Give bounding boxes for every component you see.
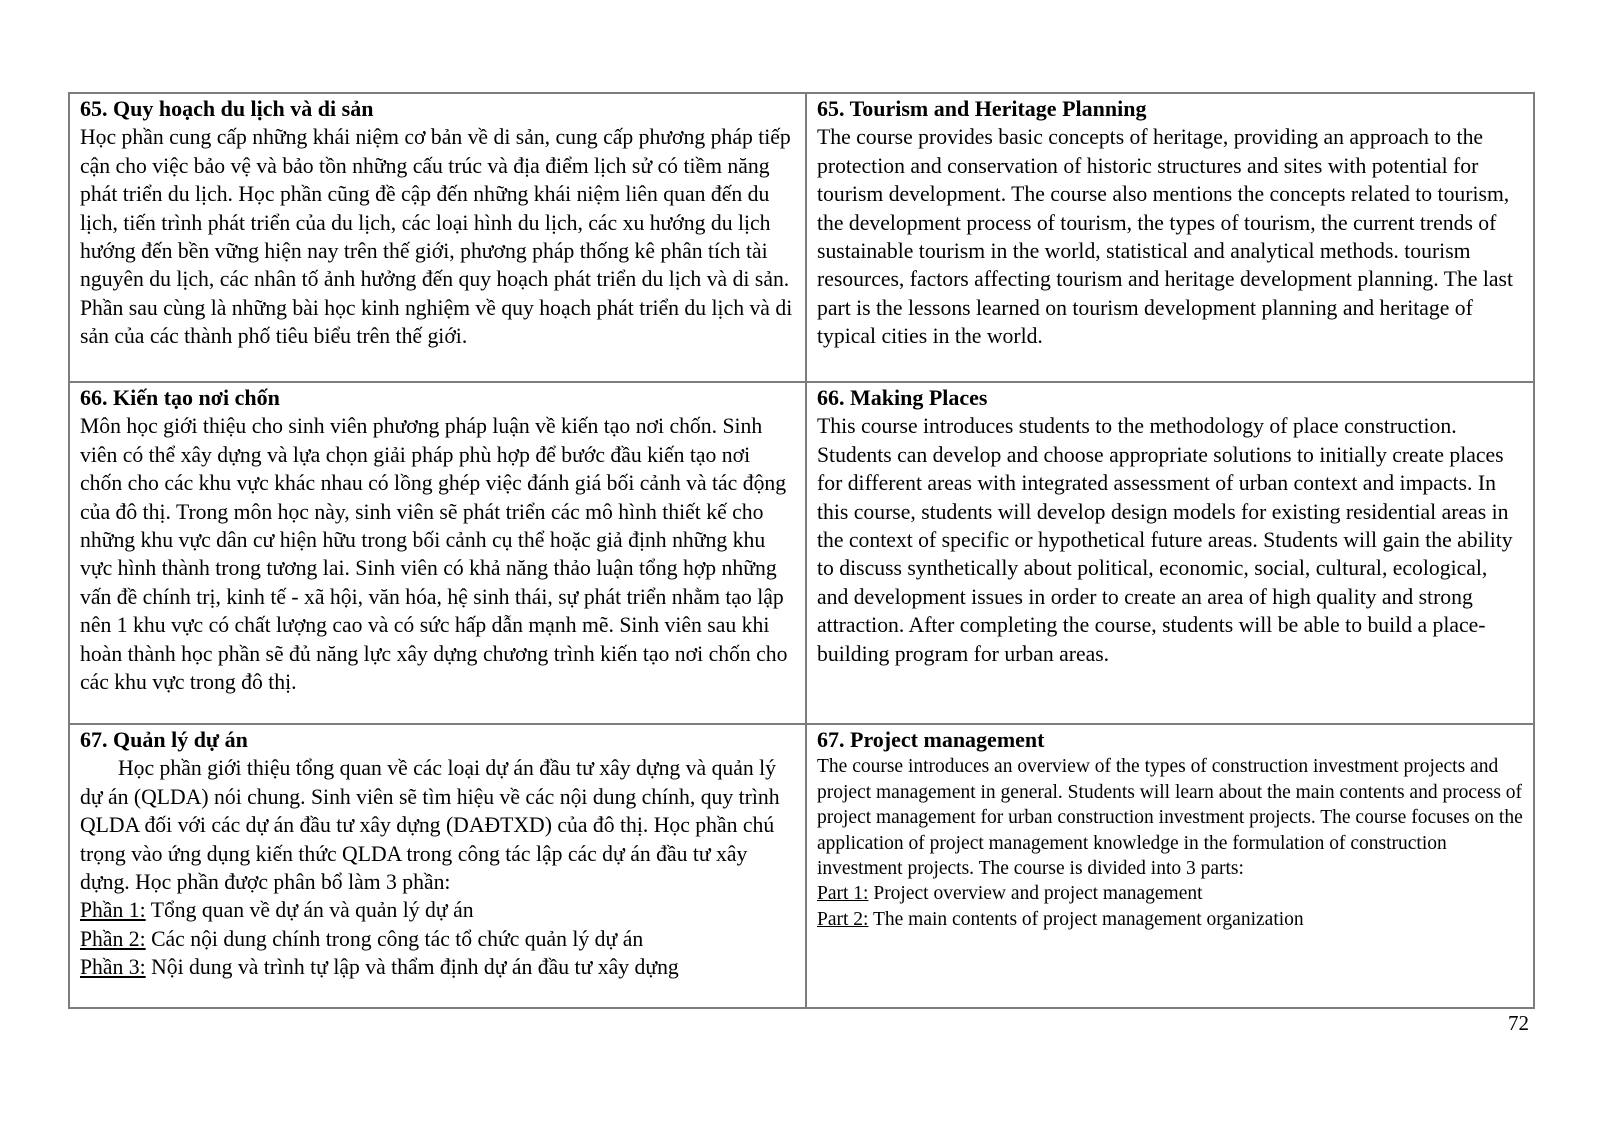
course-67-vi-part-3-text: Nội dung và trình tự lập và thẩm định dự án đầu tư xây dựng (145, 955, 679, 980)
course-65-vi-description: Học phần cung cấp những khái niệm cơ bản về di sản, cung cấp phương pháp tiếp cận cho việc bảo vệ và bảo tồn những cấu trúc và địa điểm lịch sử có tiềm năng phát triển du lịch. Học phần cũng đề cập đến những khái niệm liên quan đến du lịch, tiến trình phát triển của du lịch, các loại hình du lịch, các xu hướng du lịch hướng đến bền vững hiện nay trên thế giới, phương pháp thống kê phân tích tài nguyên du lịch, các nhân tố ảnh hưởng đến quy hoạch phát triển du lịch và di sản. Phần sau cùng là những bài học kinh nghiệm về quy hoạch phát triển du lịch và di sản của các thành phố tiêu biểu trên thế giới. (80, 125, 793, 349)
course-67-vi-part-1-label: Phần 1: (80, 898, 146, 923)
course-65-vietnamese-cell (69, 93, 806, 382)
course-67-vi-part-2 (80, 925, 796, 953)
course-67-vietnamese-cell (69, 724, 806, 1008)
course-67-en-part-1-label: Part 1: (817, 883, 869, 905)
course-67-en-title: 67. Project management (817, 727, 1045, 752)
course-67-vi-part-2-text: Các nội dung chính trong công tác tổ chức quản lý dự án (145, 926, 644, 951)
course-67-en-part-2-label: Part 2: (817, 908, 869, 930)
course-67-en-part-1 (817, 881, 1524, 906)
course-67-vi-part-3 (80, 953, 796, 981)
course-67-en-part-1-text: Project overview and project management (868, 883, 1203, 905)
course-66-en-title: 66. Making Places (817, 385, 988, 410)
course-67-english-cell (806, 724, 1534, 1008)
course-description-table (68, 92, 1535, 1009)
course-67-en-part-2-text: The main contents of project management organization (868, 908, 1304, 930)
course-66-en-description: This course introduces students to the methodology of place construction. Students can develop and choose appropriate solutions to initially create places for different areas with integrated assessment of urban context and impacts. In this course, students will develop design models for existing residential areas in the context of specific or hypothetical future areas. Students will gain the ability to discuss synthetically about political, economic, social, cultural, ecological, and development issues in order to create an area of high quality and strong attraction. After completing the course, students will be able to build a place-building program for urban areas. (817, 414, 1513, 666)
course-row-67 (69, 724, 1534, 1008)
course-65-en-description: The course provides basic concepts of heritage, providing an approach to the protection and conservation of historic structures and sites with potential for tourism development. The course also mentions the concepts related to tourism, the development process of tourism, the types of tourism, the current trends of sustainable tourism in the world, statistical and analytical methods. tourism resources, factors affecting tourism and heritage development planning. The last part is the lessons learned on tourism development planning and heritage of typical cities in the world. (817, 125, 1513, 349)
course-67-vi-part-1 (80, 896, 796, 924)
course-row-66 (69, 382, 1534, 724)
course-row-65 (69, 93, 1534, 382)
course-66-vietnamese-cell (69, 382, 806, 724)
page-number: 72 (1508, 1011, 1529, 1035)
course-65-en-title: 65. Tourism and Heritage Planning (817, 96, 1147, 121)
course-67-vi-description: Học phần giới thiệu tổng quan về các loại dự án đầu tư xây dựng và quản lý dự án (QLDA) nói chung. Sinh viên sẽ tìm hiệu về các nội dung chính, quy trình QLDA đối với các dự án đầu tư xây dựng (DAĐTXD) của đô thị. Học phần chú trọng vào ứng dụng kiến thức QLDA trong công tác lập các dự án đầu tư xây dựng. Học phần được phân bổ làm 3 phần: (80, 756, 780, 895)
course-66-vi-description: Môn học giới thiệu cho sinh viên phương pháp luận về kiến tạo nơi chốn. Sinh viên có thể xây dựng và lựa chọn giải pháp phù hợp để bước đầu kiến tạo nơi chốn cho các khu vực khác nhau có lồng ghép việc đánh giá bối cảnh và tác động của đô thị. Trong môn học này, sinh viên sẽ phát triển các mô hình thiết kế cho những khu vực dân cư hiện hữu trong bối cảnh cụ thể hoặc giả định những khu vực hình thành trong tương lai. Sinh viên có khả năng thảo luận tổng hợp những vấn đề chính trị, kinh tế - xã hội, văn hóa, hệ sinh thái, sự phát triển nhằm tạo lập nên 1 khu vực có chất lượng cao và có sức hấp dẫn mạnh mẽ. Sinh viên sau khi hoàn thành học phần sẽ đủ năng lực xây dựng chương trình kiến tạo nơi chốn cho các khu vực trong đô thị. (80, 414, 788, 695)
course-67-vi-part-3-label: Phần 3: (80, 955, 146, 980)
course-67-vi-part-1-text: Tổng quan về dự án và quản lý dự án (145, 898, 474, 923)
course-67-en-part-2 (817, 907, 1524, 932)
course-66-vi-title: 66. Kiến tạo nơi chốn (80, 385, 280, 410)
course-65-vi-title: 65. Quy hoạch du lịch và di sản (80, 96, 374, 121)
course-66-english-cell (806, 382, 1534, 724)
course-65-english-cell (806, 93, 1534, 382)
course-67-vi-title: 67. Quản lý dự án (80, 727, 248, 752)
course-67-en-description: The course introduces an overview of the types of construction investment projects and project management in general. Students will learn about the main contents and process of project management for urban construction investment projects. The course focuses on the application of project management knowledge in the formulation of construction investment projects. The course is divided into 3 parts: (817, 756, 1523, 880)
course-67-vi-part-2-label: Phần 2: (80, 926, 146, 951)
